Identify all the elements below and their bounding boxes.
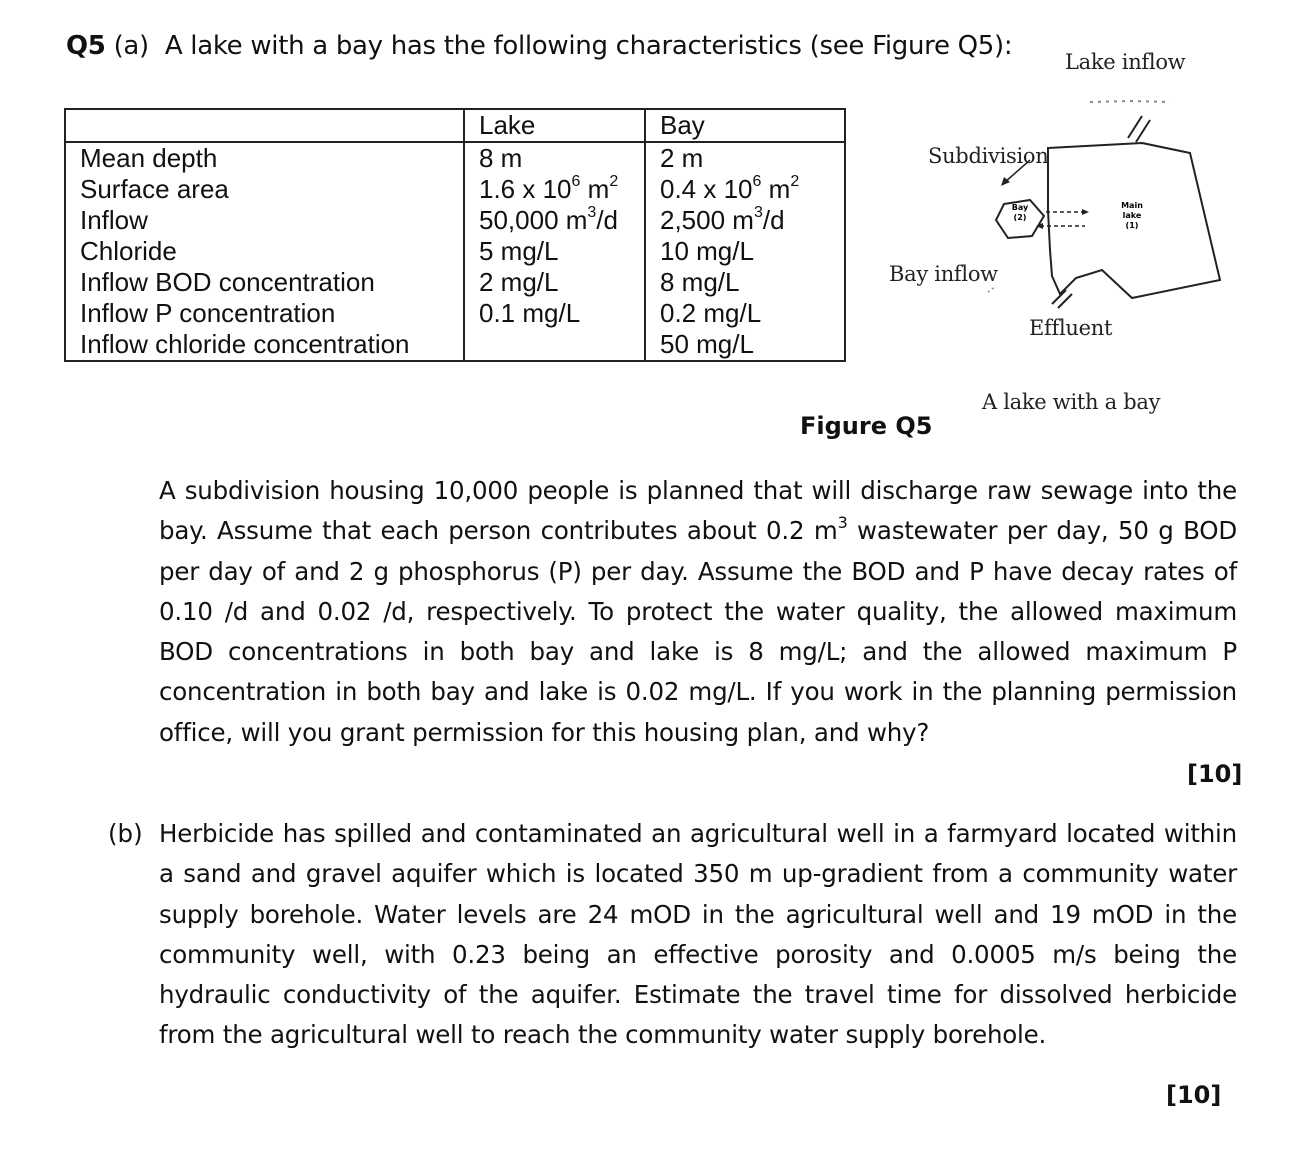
cell-bay-inflow-bod: 8 mg/L — [645, 267, 845, 298]
table-header-blank — [65, 109, 464, 142]
main-lake-label-line2: lake — [1122, 211, 1142, 220]
table-row — [65, 174, 845, 205]
part-b-paragraph: Herbicide has spilled and contaminated an agricultural well in a farmyard located within a sand and gravel aquifer which is located 350 m up-gradient from a community water supply borehole. Water levels are 24 mOD in the agricultural well and 19 mOD in the community well, with 0.23 being an effective porosity and 0.0005 m/s being the hydraulic conductivity of the aquifer. Estimate the travel time for dissolved herbicide from the agricultural well to reach the community water supply borehole. — [159, 819, 1237, 1050]
row-label-inflow-chloride: Inflow chloride concentration — [65, 329, 464, 361]
cell-bay-inflow-p: 0.2 mg/L — [645, 298, 845, 329]
cell-lake-surface-area: 1.6 x $10^6$ $m^2$ — [464, 174, 645, 205]
cell-bay-inflow: 2,500 $m^3/d$ — [645, 205, 845, 236]
lake-inflow-label: Lake inflow — [1065, 50, 1186, 74]
row-label-chloride: Chloride — [65, 236, 464, 267]
bay-label-line1: Bay — [1011, 203, 1029, 212]
table-row — [65, 267, 845, 298]
cell-lake-chloride: 5 mg/L — [464, 236, 645, 267]
part-b-marks: [10] — [1166, 1081, 1222, 1109]
cell-bay-surface-area: 0.4 x $10^6$ $m^2$ — [645, 174, 845, 205]
part-a-marks: [10] — [1187, 760, 1243, 788]
table-row — [65, 205, 845, 236]
figure-subtitle: A lake with a bay — [982, 390, 1161, 414]
bay-to-lake-arrowhead-icon — [1082, 209, 1089, 215]
row-label-inflow-bod: Inflow BOD concentration — [65, 267, 464, 298]
lake-inflow-channel — [1128, 116, 1150, 142]
question-intro: A lake with a bay has the following characteristics (see Figure Q5): — [164, 31, 1013, 61]
table-row — [65, 236, 845, 267]
bay-label-line2: (2) — [1013, 213, 1027, 222]
part-b-label: (b) — [108, 819, 143, 848]
main-lake-label-line1: Main — [1121, 201, 1143, 210]
cell-lake-inflow: 50,000 $m^3/d$ — [464, 205, 645, 236]
table-header-bay: Bay — [645, 109, 845, 142]
cell-lake-inflow-chloride — [464, 329, 645, 361]
lake-inflow-dashed-line — [1090, 101, 1170, 102]
table-header-lake: Lake — [464, 109, 645, 142]
main-lake-label-line3: (1) — [1125, 221, 1139, 230]
row-label-mean-depth: Mean depth — [65, 142, 464, 174]
row-label-surface-area: Surface area — [65, 174, 464, 205]
cell-bay-inflow-chloride: 50 mg/L — [645, 329, 845, 361]
table-row — [65, 142, 845, 174]
table-header-row — [65, 109, 845, 142]
bay-inflow-dashed-line — [988, 286, 996, 292]
cell-bay-mean-depth: 2 m — [645, 142, 845, 174]
part-a-label: (a) — [113, 31, 149, 61]
cell-bay-chloride: 10 mg/L — [645, 236, 845, 267]
row-label-inflow: Inflow — [65, 205, 464, 236]
cell-lake-mean-depth: 8 m — [464, 142, 645, 174]
table-row — [65, 329, 845, 361]
figure-caption: Figure Q5 — [800, 412, 933, 440]
part-a-paragraph: A subdivision housing 10,000 people is planned that will discharge raw sewage into the bay. Assume that each person contributes about 0.2 $m^3$ wastewater per day, 50 g BOD per day of and 2 g phosphorus (P) per day. Assume the BOD and P have decay rates of 0.10 /d and 0.02 /d, respectively. To protect the water quality, the allowed maximum BOD concentrations in both bay and lake is 8 mg/L; and the allowed maximum P concentration in both bay and lake is 0.02 mg/L. If you work in the planning permission office, will you grant permission for this housing plan, and why? — [159, 476, 1238, 747]
subdivision-label: Subdivision — [928, 144, 1049, 168]
characteristics-table — [64, 108, 846, 362]
table-row — [65, 298, 845, 329]
cell-lake-inflow-bod: 2 mg/L — [464, 267, 645, 298]
bay-inflow-label: Bay inflow — [889, 262, 998, 286]
cell-lake-inflow-p: 0.1 mg/L — [464, 298, 645, 329]
question-heading — [66, 28, 1012, 64]
lake-bay-diagram — [880, 40, 1260, 430]
effluent-label: Effluent — [1029, 316, 1113, 340]
figure-q5 — [880, 40, 1260, 430]
row-label-inflow-p: Inflow P concentration — [65, 298, 464, 329]
effluent-channel — [1052, 290, 1072, 308]
question-number: Q5 — [66, 31, 106, 61]
